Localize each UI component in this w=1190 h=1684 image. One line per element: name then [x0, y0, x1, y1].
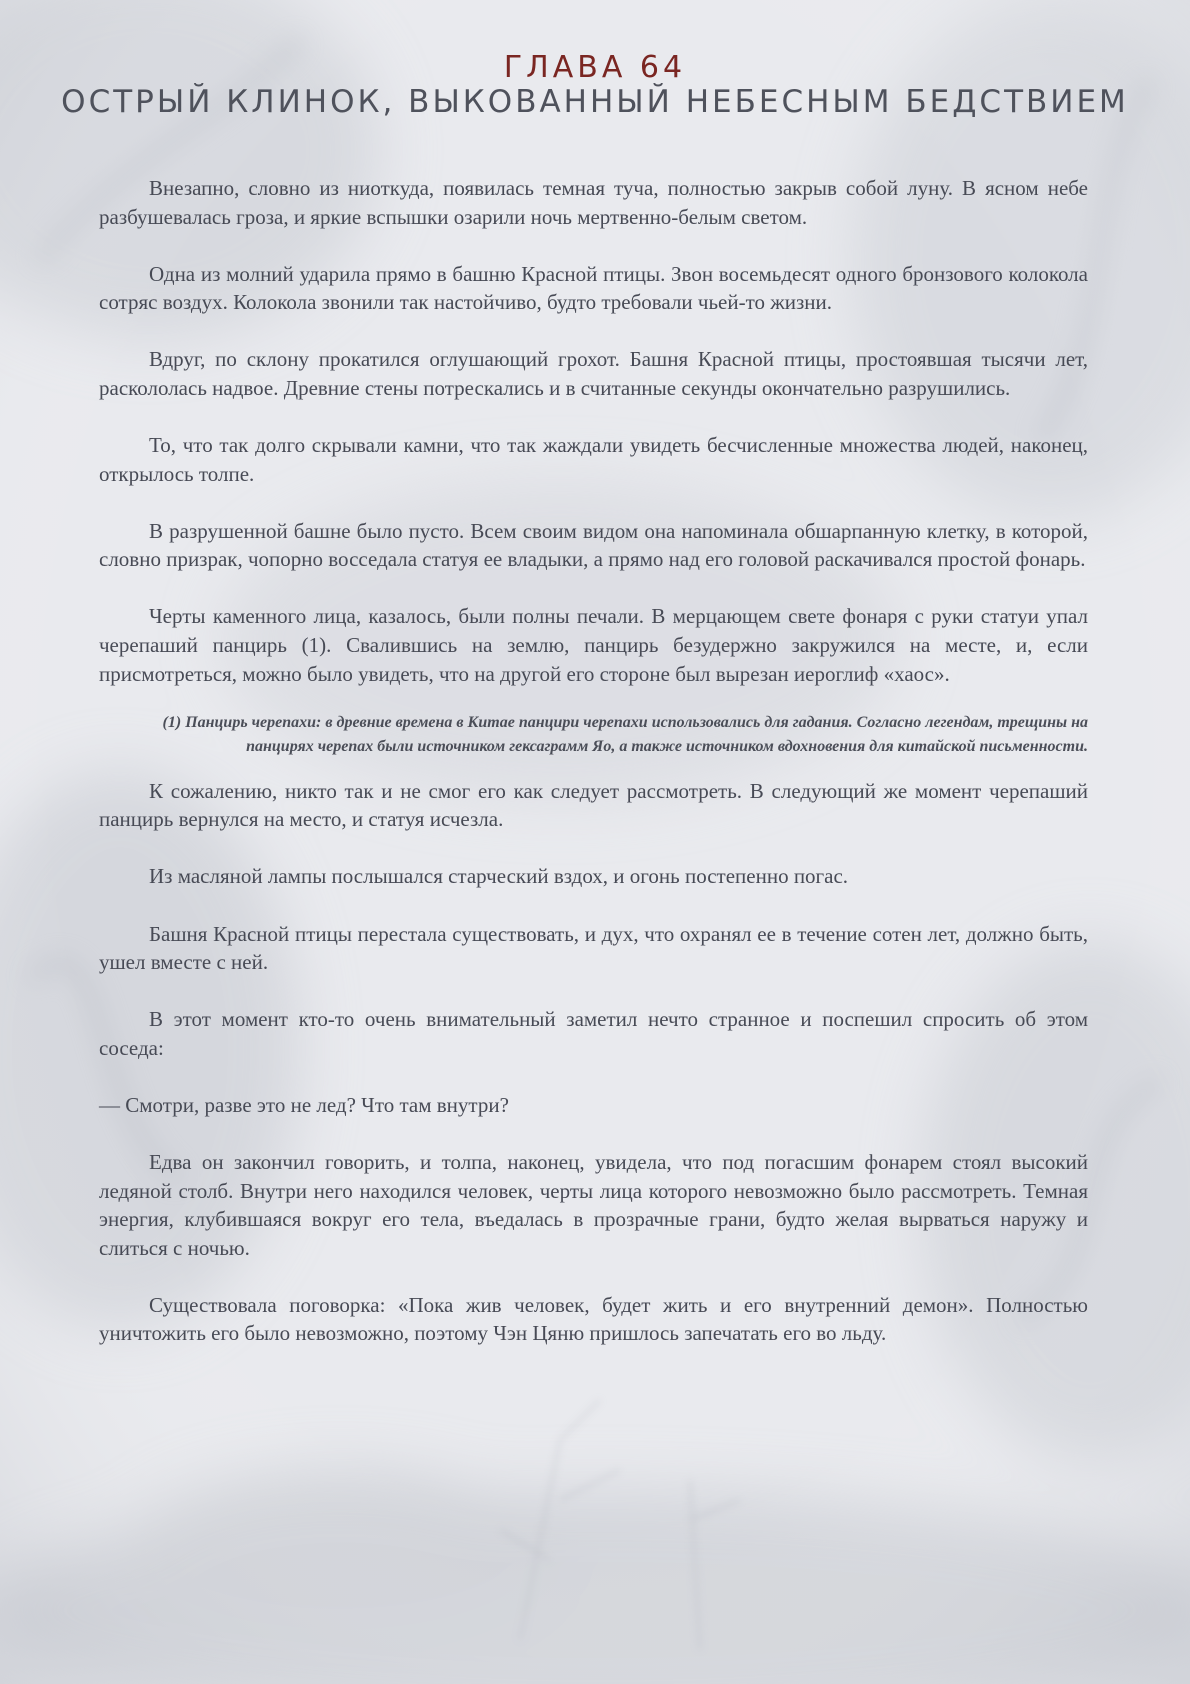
chapter-number: ГЛАВА 64: [503, 50, 687, 85]
paragraph-8: Из масляной лампы послышался старческий вздох, и огонь постепенно погас.: [149, 864, 849, 889]
paragraph-1: Внезапно, словно из ниоткуда, появилась темная туча, полностью закрыв собой луну. В ясном небе разбушевалась гроза, и яркие вспышки озарили ночь мертвенно-белым светом.: [99, 176, 1088, 229]
paragraph-2: Одна из молний ударила прямо в башню Красной птицы. Звон восемьдесят одного бронзового колокола сотряс воздух. Колокола звонили так настойчиво, будто требовали чьей-то жизни.: [99, 261, 1088, 315]
paragraph-12: Едва он закончил говорить, и толпа, наконец, увидела, что под погасшим фонарем стоял высокий ледяной столб. Внутри него находился человек, черты лица которого невозможно было рассмотреть. Темная энергия, клубившаяся вокруг его тела, въедалась в прозрачные грани, будто желая вырваться наружу и слиться с ночью.: [99, 1149, 1088, 1260]
chapter-body: [99, 174, 1088, 1377]
paragraph-3: Вдруг, по склону прокатился оглушающий грохот. Башня Красной птицы, простоявшая тысячи лет, раскололась надвое. Древние стены потрескались и в считанные секунды окончательно разрушились.: [99, 347, 1088, 400]
paragraph-13: Существовала поговорка: «Пока жив человек, будет жить и его внутренний демон». Полностью уничтожить его было невозможно, поэтому Чэн Цяню пришлось запечатать его во льду.: [99, 1292, 1088, 1346]
paragraph-4: То, что так долго скрывали камни, что так жаждали увидеть бесчисленные множества людей, наконец, открылось толпе.: [99, 433, 1088, 486]
chapter-title: ОСТРЫЙ КЛИНОК, ВЫКОВАННЫЙ НЕБЕСНЫМ БЕДСТВИЕМ: [61, 84, 1129, 120]
paragraph-10: В этот момент кто-то очень внимательный заметил нечто странное и поспешил спросить об этом соседа:: [99, 1007, 1088, 1060]
paragraph-11-dialogue: — Смотри, разве это не лед? Что там внутри?: [99, 1092, 509, 1117]
paragraph-9: Башня Красной птицы перестала существовать, и дух, что охранял ее в течение сотен лет, должно быть, ушел вместе с ней.: [99, 921, 1088, 975]
paragraph-7: К сожалению, никто так и не смог его как следует рассмотреть. В следующий же момент черепаший панцирь вернулся на место, и статуя исчезла.: [99, 778, 1088, 832]
footnote: (1) Панцирь черепахи: в древние времена в Китае панцири черепахи использовались для гадания. Согласно легендам, трещины на панцирях черепах были источником гексаграмм Яо, а также источником вдохновения для китайской письменности.: [162, 713, 1088, 755]
paragraph-5: В разрушенной башне было пусто. Всем своим видом она напоминала обшарпанную клетку, в которой, словно призрак, чопорно восседала статуя ее владыки, а прямо над его головой раскачивался простой фонарь.: [99, 518, 1088, 572]
paragraph-6: Черты каменного лица, казалось, были полны печали. В мерцающем свете фонаря с руки статуи упал черепаший панцирь (1). Свалившись на землю, панцирь безудержно закружился на месте, и, если присмотреться, можно было увидеть, что на другой его стороне был вырезан иероглиф «хаос».: [99, 604, 1088, 686]
